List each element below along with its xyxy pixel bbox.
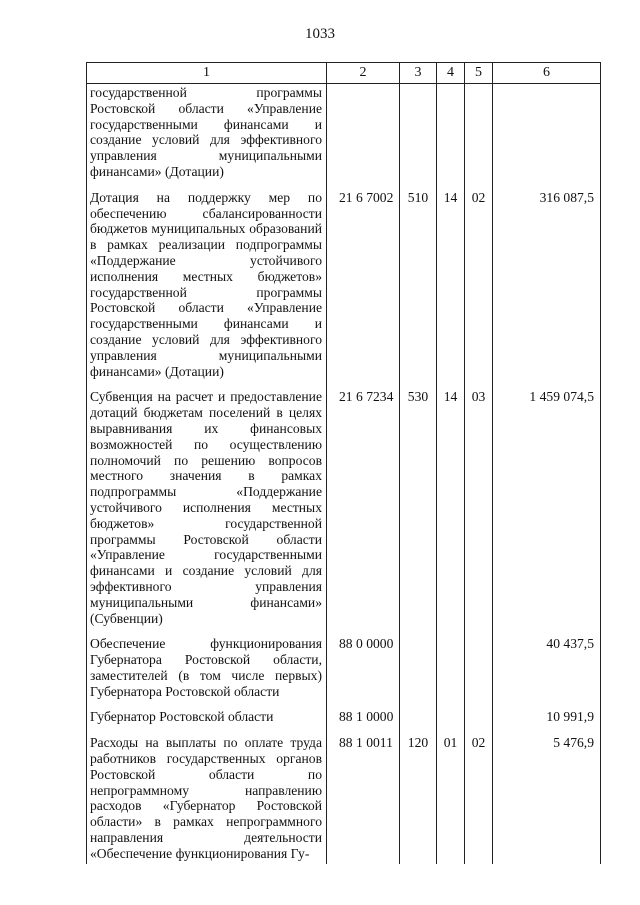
row-section: [437, 84, 465, 182]
row-subsection: 02: [465, 182, 493, 382]
row-code: 88 1 0000: [327, 701, 400, 727]
column-header-5: 5: [465, 63, 493, 84]
row-code: [327, 84, 400, 182]
column-header-3: 3: [400, 63, 437, 84]
table-row: [87, 182, 601, 382]
row-amount: 10 991,9: [493, 701, 601, 727]
row-subsection: 03: [465, 381, 493, 628]
row-name: Дотация на поддержку мер по обеспечению сбалансированности бюджетов муниципальных образований в рамках реализации подпрограммы «Поддержание устойчивого исполнения местных бюджетов» государственной программы Ростовской области «Управление государственными финансами и создание условий для эффективного управления муниципальными финансами» (Дотации): [87, 182, 327, 382]
row-name: Субвенция на расчет и предоставление дотаций бюджетам поселений в целях выравнивания их финансовых возможностей по осуществлению полномочий по решению вопросов местного значения в рамках подпрограммы «Поддержание устойчивого исполнения местных бюджетов» государственной программы Ростовской области «Управление государственными финансами и создание условий для эффективного управления муниципальными финансами» (Субвенции): [87, 381, 327, 628]
column-header-4: 4: [437, 63, 465, 84]
row-code: 88 0 0000: [327, 628, 400, 701]
table-header: [87, 63, 601, 84]
table-row: [87, 628, 601, 701]
row-code: 88 1 0011: [327, 727, 400, 863]
column-header-2: 2: [327, 63, 400, 84]
row-expense-type: 120: [400, 727, 437, 863]
row-expense-type: [400, 628, 437, 701]
row-expense-type: 530: [400, 381, 437, 628]
row-amount: 5 476,9: [493, 727, 601, 863]
row-subsection: [465, 84, 493, 182]
header-row: [87, 63, 601, 84]
row-subsection: [465, 701, 493, 727]
row-amount: 1 459 074,5: [493, 381, 601, 628]
row-section: 14: [437, 182, 465, 382]
column-header-1: 1: [87, 63, 327, 84]
row-code: 21 6 7002: [327, 182, 400, 382]
table-body: [87, 84, 601, 864]
row-name: государственной программы Ростовской области «Управление государственными финансами и создание условий для эффективного управления муниципальными финансами» (Дотации): [87, 84, 327, 182]
row-name: Обеспечение функционирования Губернатора Ростовской области, заместителей (в том числе первых) Губернатора Ростовской области: [87, 628, 327, 701]
row-subsection: [465, 628, 493, 701]
row-subsection: 02: [465, 727, 493, 863]
row-section: 14: [437, 381, 465, 628]
table-row: [87, 727, 601, 863]
row-expense-type: [400, 701, 437, 727]
row-name: Губернатор Ростовской области: [87, 701, 327, 727]
page-number: 1033: [305, 26, 335, 42]
budget-table: [86, 62, 601, 864]
row-expense-type: 510: [400, 182, 437, 382]
row-section: [437, 628, 465, 701]
column-header-6: 6: [493, 63, 601, 84]
table-row: [87, 84, 601, 182]
row-code: 21 6 7234: [327, 381, 400, 628]
row-amount: 316 087,5: [493, 182, 601, 382]
row-amount: 40 437,5: [493, 628, 601, 701]
row-section: 01: [437, 727, 465, 863]
row-expense-type: [400, 84, 437, 182]
table-row: [87, 701, 601, 727]
row-name: Расходы на выплаты по оплате труда работников государственных органов Ростовской области по непрограммному направлению расходов «Губернатор Ростовской области» в рамках непрограммного направления деятельности «Обеспечение функционирования Гу-: [87, 727, 327, 863]
row-amount: [493, 84, 601, 182]
table-row: [87, 381, 601, 628]
row-section: [437, 701, 465, 727]
